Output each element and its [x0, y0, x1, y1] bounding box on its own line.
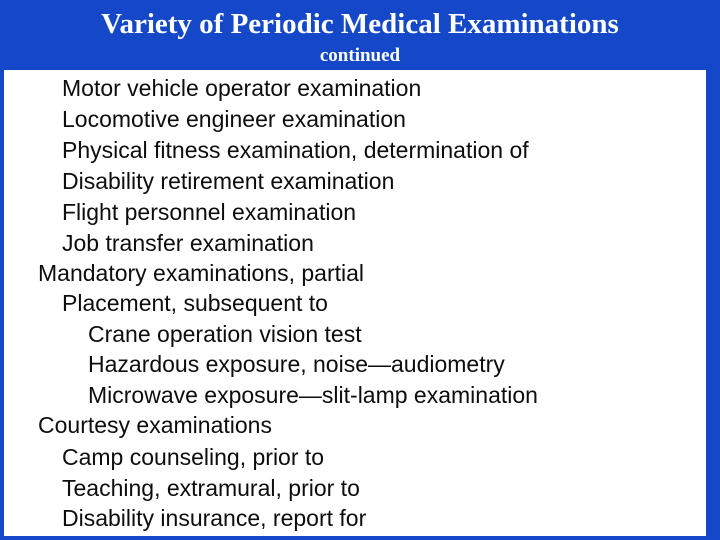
list-item: Camp counseling, prior to — [62, 444, 325, 470]
list-item: Flight personnel examination — [62, 199, 357, 225]
list-subitem: Hazardous exposure, noise—audiometry — [88, 351, 505, 377]
list-item: Locomotive engineer examination — [62, 106, 406, 132]
slide-title: Variety of Periodic Medical Examinations — [101, 8, 619, 40]
list-item: Teaching, extramural, prior to — [62, 475, 360, 501]
list-heading: Mandatory examinations, partial — [38, 260, 364, 286]
list-item: Motor vehicle operator examination — [62, 75, 422, 101]
list-heading: Courtesy examinations — [38, 412, 272, 438]
list-subitem: Crane operation vision test — [88, 321, 362, 347]
list-subitem: Microwave exposure—slit-lamp examination — [88, 382, 538, 408]
scanned-list-panel — [4, 70, 706, 536]
list-item: Disability insurance, report for — [62, 505, 367, 531]
list-item: Job transfer examination — [62, 230, 314, 256]
list-item: Physical fitness examination, determination of — [62, 137, 529, 163]
slide-subtitle: continued — [319, 45, 401, 66]
list-item: Placement, subsequent to — [62, 290, 328, 316]
list-item: Disability retirement examination — [62, 168, 395, 194]
